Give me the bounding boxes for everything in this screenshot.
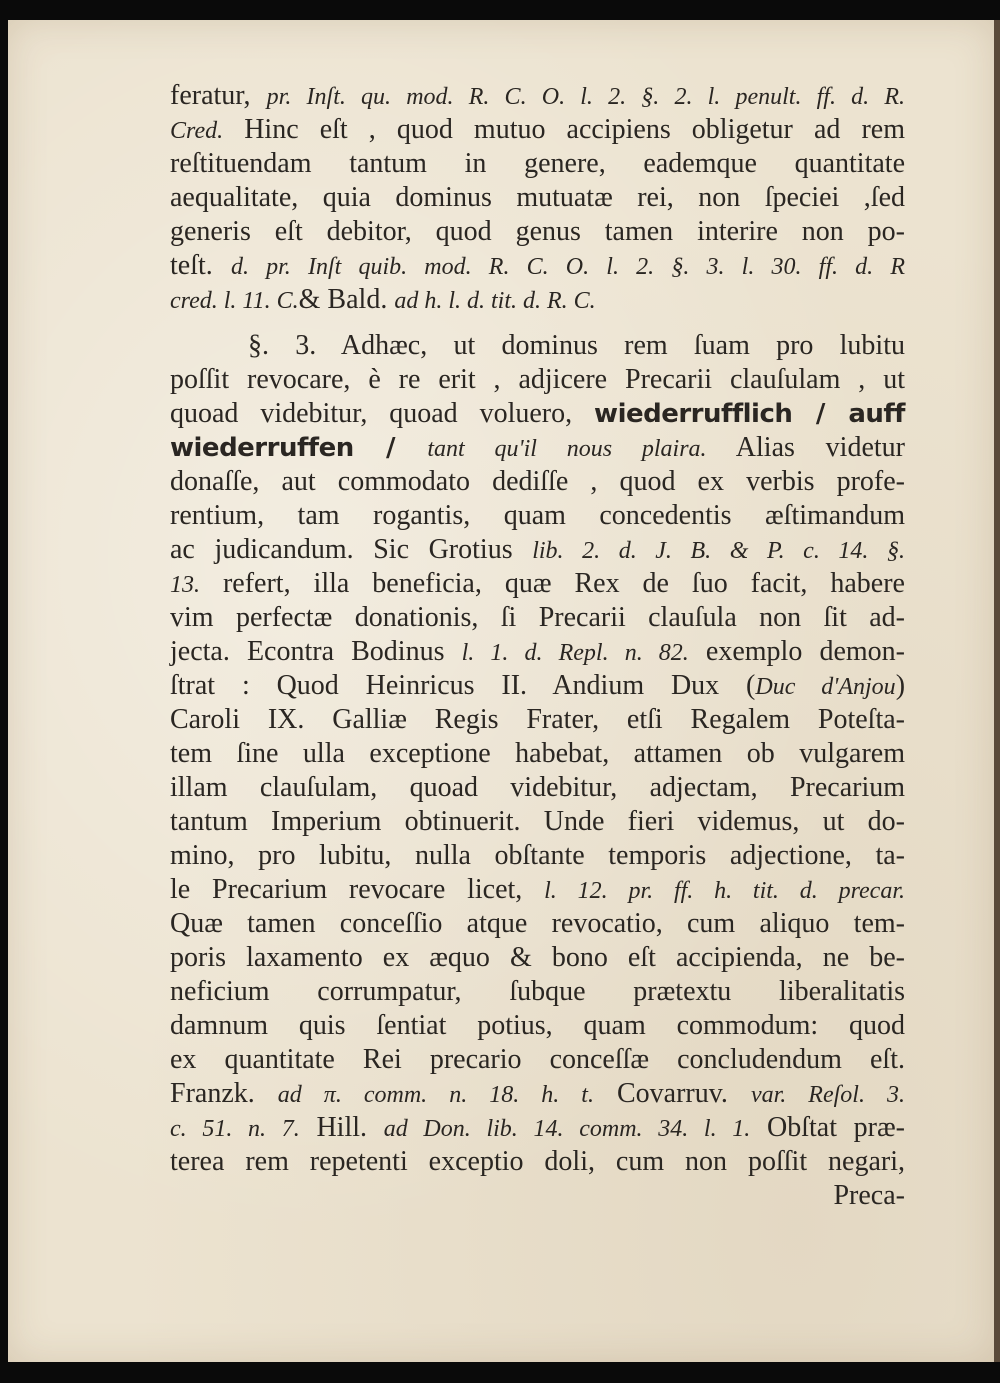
body-text: Caroli IX. Galliæ Regis Frater, etſi Regalem Poteſta- (170, 704, 905, 735)
text-line (170, 430, 905, 466)
body-text: poſſit revocare, è re erit , adjicere Precarii clauſulam , ut (170, 364, 905, 395)
citation-text: lib. 2. d. J. B. & P. c. 14. §. (532, 538, 906, 564)
body-text: Franzk. (170, 1078, 278, 1109)
citation-text: cred. l. 11. C. (170, 288, 299, 314)
citation-text: l. 12. pr. ff. h. tit. d. precar. (544, 878, 906, 904)
body-text: vim perfectæ donationis, ſi Precarii clauſula non ſit ad- (170, 602, 905, 633)
text-line (170, 1042, 905, 1078)
body-text: Hill. (299, 1112, 384, 1143)
text-line (170, 634, 905, 670)
text-line (170, 702, 905, 738)
body-text: Preca- (833, 1180, 905, 1211)
body-text: tantum Imperium obtinuerit. Unde fieri videmus, ut do- (170, 806, 905, 837)
page-edge (994, 20, 1000, 1362)
body-text: aequalitate, quia dominus mutuatæ rei, non ſpeciei ,ſed (170, 182, 905, 213)
text-line (170, 248, 905, 284)
citation-text: l. 1. d. Repl. n. 82. (461, 640, 689, 666)
body-text: mino, pro lubitu, nulla obſtante temporis adjectione, ta- (170, 840, 905, 871)
text-line (170, 1076, 905, 1112)
text-line (170, 180, 905, 216)
citation-text: var. Reſol. 3. (750, 1082, 905, 1108)
body-text: Obſtat præ- (750, 1112, 906, 1143)
body-text: terea rem repetenti exceptio doli, cum non poſſit negari, (170, 1146, 905, 1177)
body-text: damnum quis ſentiat potius, quam commodum: quod (170, 1010, 905, 1041)
paragraph-start-line (170, 328, 905, 364)
text-line (170, 282, 596, 318)
text-line (170, 1144, 905, 1180)
catchword (833, 1178, 905, 1214)
text-line (170, 214, 905, 250)
citation-text: tant qu'il nous plaira. (427, 436, 707, 462)
fraktur-text: wiederruffen / (170, 433, 428, 463)
body-text: Alias videtur (706, 432, 905, 463)
citation-text: c. 51. n. 7. (170, 1116, 300, 1142)
text-line (170, 78, 905, 114)
text-line (170, 532, 905, 568)
body-text: feratur, (170, 80, 267, 111)
body-text: Covarruv. (593, 1078, 751, 1109)
text-line (170, 872, 905, 908)
text-line (170, 146, 905, 182)
text-line (170, 736, 905, 772)
body-text: & Bald. (298, 284, 395, 315)
body-text: illam clauſulam, quoad videbitur, adjectam, Precarium (170, 772, 905, 803)
body-text: reſtituendam tantum in genere, eademque quantitate (170, 148, 905, 179)
fraktur-text: wiederrufflich / auff (594, 399, 905, 429)
text-line (170, 838, 905, 874)
body-text: ex quantitate Rei precario conceſſæ concludendum eſt. (170, 1044, 905, 1075)
body-text: rentium, tam rogantis, quam concedentis æſtimandum (170, 500, 905, 531)
body-text: ac judicandum. Sic Grotius (170, 534, 533, 565)
citation-text: Duc d'Anjou (755, 674, 896, 700)
body-text: le Precarium revocare licet, (170, 874, 545, 905)
text-line (170, 600, 905, 636)
citation-text: 13. (170, 572, 200, 598)
text-line (170, 566, 905, 602)
body-text: ) (895, 670, 906, 701)
body-text: Quæ tamen conceſſio atque revocatio, cum aliquo tem- (170, 908, 905, 939)
body-text: §. 3. Adhæc, ut dominus rem ſuam pro lubitu (248, 330, 905, 361)
body-text: donaſſe, aut commodato dediſſe , quod ex verbis profe- (170, 466, 905, 497)
text-line (170, 906, 905, 942)
body-text: exemplo demon- (688, 636, 905, 667)
body-text: quoad videbitur, quoad voluero, (170, 398, 595, 429)
text-line (170, 1110, 905, 1146)
citation-text: d. pr. Inſt quib. mod. R. C. O. l. 2. §. 3. l. 30. ff. d. R (230, 254, 905, 280)
text-line (170, 464, 905, 500)
body-text: tem ſine ulla exceptione habebat, attamen ob vulgarem (170, 738, 905, 769)
body-text: generis eſt debitor, quod genus tamen interire non po- (170, 216, 905, 247)
text-line (170, 940, 905, 976)
text-line (170, 804, 905, 840)
body-text: neficium corrumpatur, ſubque prætextu liberalitatis (170, 976, 905, 1007)
text-line (170, 498, 905, 534)
text-line (170, 974, 905, 1010)
citation-text: ad π. comm. n. 18. h. t. (277, 1082, 594, 1108)
body-text: refert, illa beneficia, quæ Rex de ſuo facit, habere (200, 568, 905, 599)
body-text: poris laxamento ex æquo & bono eſt accipienda, ne be- (170, 942, 905, 973)
text-line (170, 668, 905, 704)
text-line (170, 396, 905, 432)
text-line (170, 770, 905, 806)
body-text: jecta. Econtra Bodinus (170, 636, 462, 667)
text-line (170, 362, 905, 398)
citation-text: pr. Inſt. qu. mod. R. C. O. l. 2. §. 2. l. penult. ff. d. R. (266, 84, 905, 110)
body-text: teſt. (170, 250, 231, 281)
citation-text: Cred. (170, 118, 224, 144)
body-text: Hinc eſt , quod mutuo accipiens obligetur ad rem (223, 114, 905, 145)
citation-text: ad Don. lib. 14. comm. 34. l. 1. (383, 1116, 751, 1142)
text-line (170, 1008, 905, 1044)
body-text: ſtrat : Quod Heinricus II. Andium Dux ( (170, 670, 756, 701)
text-line (170, 112, 905, 148)
citation-text: ad h. l. d. tit. d. R. C. (394, 288, 596, 314)
